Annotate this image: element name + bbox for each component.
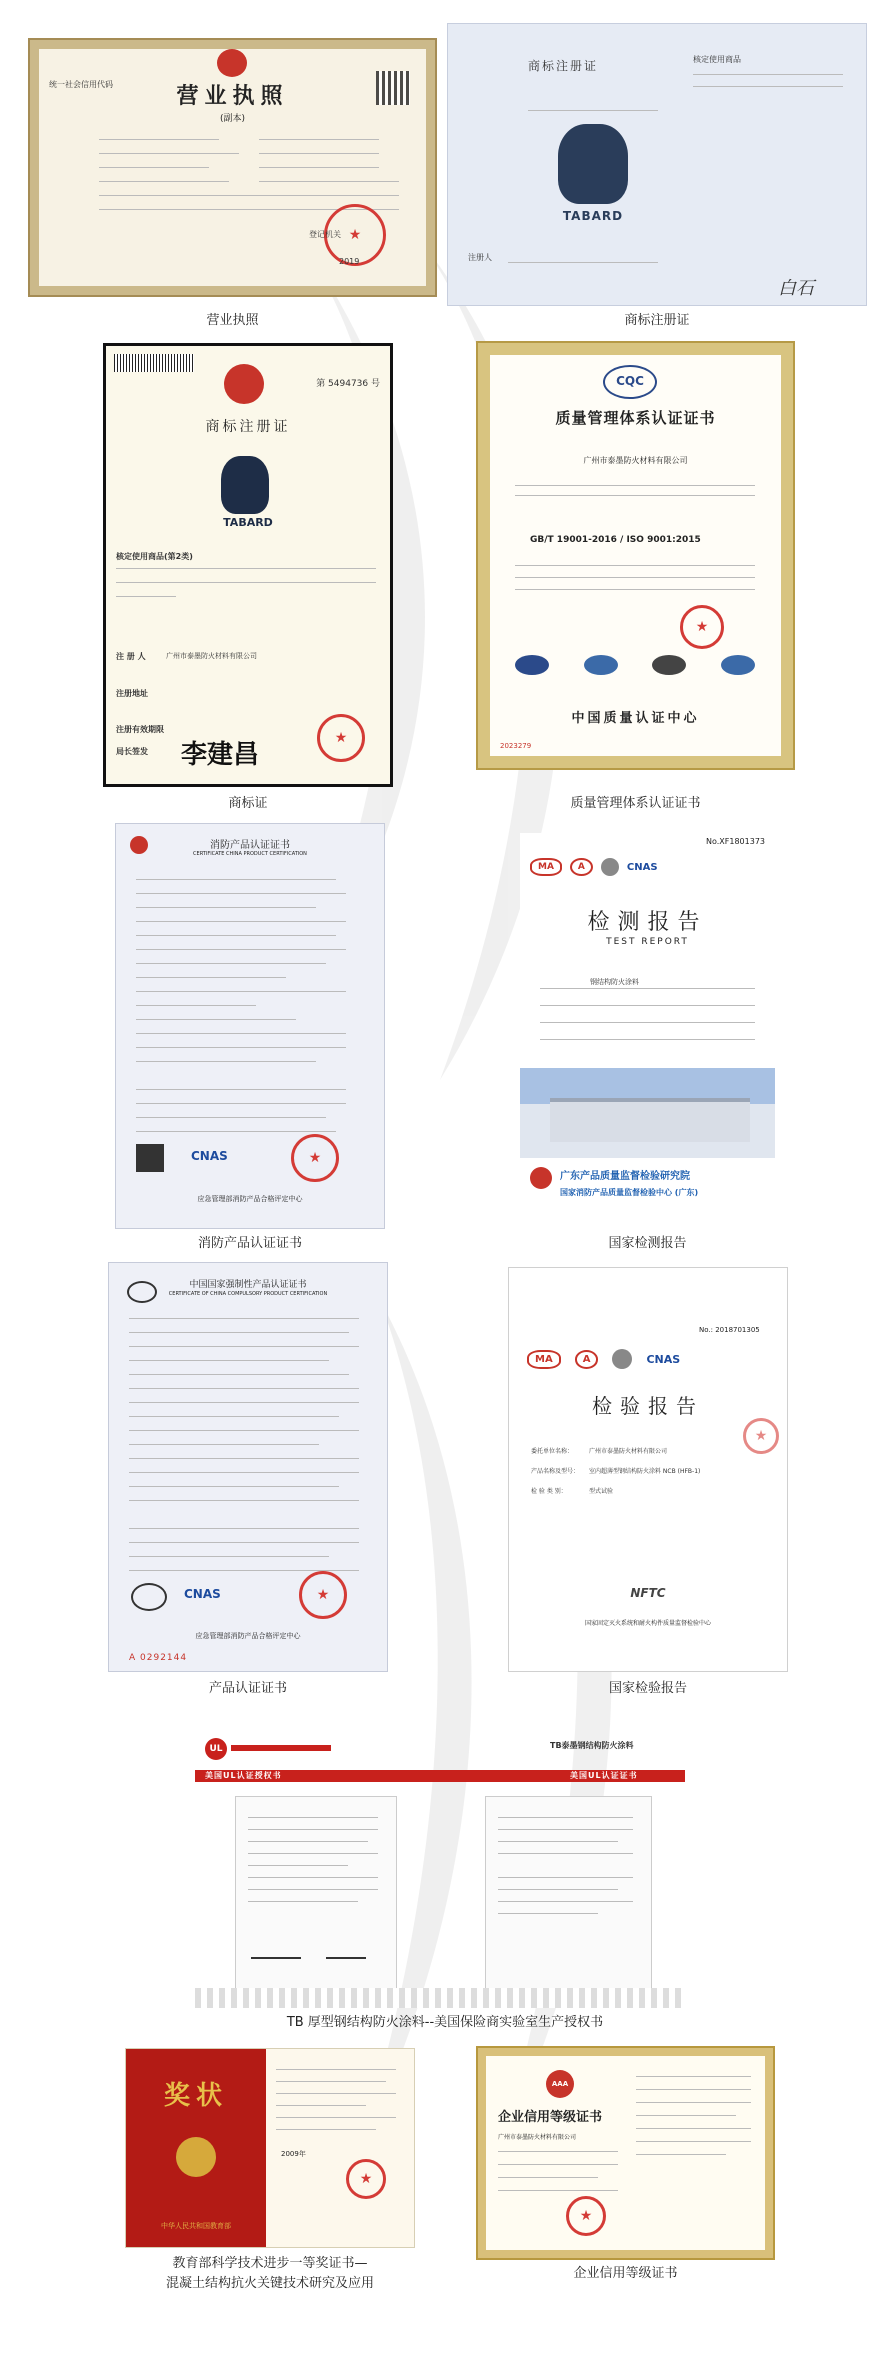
test-report-image[interactable] xyxy=(520,833,775,1228)
test-report-number: No.XF1801373 xyxy=(706,837,765,846)
award-cert-image[interactable] xyxy=(125,2048,415,2248)
type-label: 检 验 类 别： xyxy=(531,1488,567,1495)
inspection-report-seal xyxy=(743,1418,779,1454)
trademark-2-title: 商标注册证 xyxy=(205,419,291,435)
test-center-name: 国家消防产品质量监督检验中心 (广东) xyxy=(560,1188,699,1197)
trademark-cert-2-image[interactable] xyxy=(103,343,393,787)
award-footer: 中华人民共和国教育部 xyxy=(161,2222,231,2230)
award-emblem xyxy=(176,2137,216,2177)
trademark-cert-1-image[interactable] xyxy=(447,23,867,306)
credit-cert-title: 企业信用等级证书 xyxy=(498,2110,603,2125)
ul-left-title: 美国UL认证授权书 xyxy=(205,1771,282,1780)
cal-logo-2: A xyxy=(575,1350,599,1369)
trademark-2-period-label: 注册有效期限 xyxy=(116,725,164,734)
credit-code-label: 统一社会信用代码 xyxy=(49,80,113,89)
fire-cert-title: 消防产品认证证书 xyxy=(210,840,290,851)
product-value: 室内超薄型钢结构防火涂料 NCB (HFB-1) xyxy=(589,1468,701,1475)
inspection-report-footer: 国家固定灭火系统和耐火构件质量监督检验中心 xyxy=(584,1620,711,1627)
tabard-logo-1 xyxy=(558,124,628,204)
cma-logo-2: MA xyxy=(527,1350,561,1369)
caption-award-line1: 教育部科学技术进步一等奖证书— xyxy=(172,2256,368,2271)
inspection-report-title: 检验报告 xyxy=(592,1394,704,1418)
trademark-2-goods-label: 核定使用商品(第2类) xyxy=(116,552,193,561)
type-value: 型式试验 xyxy=(589,1488,614,1495)
nftc-logo: NFTC xyxy=(630,1586,666,1600)
award-year: 2009年 xyxy=(281,2150,306,2158)
ul-doc-right xyxy=(485,1796,652,1998)
caption-test-report: 国家检测报告 xyxy=(608,1236,687,1251)
cqc-logo: CQC xyxy=(603,365,657,399)
ul-auth-image[interactable] xyxy=(195,1712,695,2012)
award-cover xyxy=(126,2049,266,2248)
caption-fire-cert: 消防产品认证证书 xyxy=(197,1236,302,1251)
barcode xyxy=(114,354,194,372)
product-label: 产品名称及型号： xyxy=(531,1468,580,1475)
trademark-2-registrant-label: 注 册 人 xyxy=(116,652,146,661)
trademark-2-brand: TABARD xyxy=(223,516,273,529)
trademark-2-registrant: 广州市泰墨防火材料有限公司 xyxy=(166,652,257,660)
trademark-1-title: 商标注册证 xyxy=(528,59,599,73)
trademark-2-seal xyxy=(317,714,365,762)
fire-cert-footer: 应急管理部消防产品合格评定中心 xyxy=(197,1195,303,1203)
credit-cert-badge: AAA xyxy=(546,2070,574,2098)
caption-quality-cert: 质量管理体系认证证书 xyxy=(570,796,701,811)
trademark-2-address-label: 注册地址 xyxy=(116,689,148,698)
fire-cert-qr xyxy=(136,1144,164,1172)
caption-credit-cert: 企业信用等级证书 xyxy=(573,2266,678,2281)
quality-cert-image[interactable] xyxy=(478,343,793,768)
product-cert-subtitle: CERTIFICATE OF CHINA COMPULSORY PRODUCT CERTIFICATION xyxy=(168,1291,328,1297)
credit-cert-seal xyxy=(566,2196,606,2236)
license-title: 营业执照 xyxy=(176,83,289,109)
institute-name: 广东产品质量监督检验研究院 xyxy=(560,1171,690,1182)
product-cert-seal xyxy=(299,1571,347,1619)
certification-logos xyxy=(515,655,755,677)
institute-building-photo xyxy=(520,1068,775,1158)
caption-trademark-2: 商标证 xyxy=(228,796,268,811)
inspection-report-logos xyxy=(527,1346,777,1372)
cnas-logo-2: CNAS xyxy=(646,1352,681,1366)
caption-ul-auth: TB 厚型钢结构防火涂料--美国保险商实验室生产授权书 xyxy=(286,2015,604,2030)
fire-cert-cnas: CNAS xyxy=(191,1149,228,1163)
trademark-1-registrant-label: 注册人 xyxy=(468,253,492,262)
product-cert-footer: 应急管理部消防产品合格评定中心 xyxy=(195,1632,301,1640)
product-cert-cnas: CNAS xyxy=(184,1587,221,1601)
client-label: 委托单位名称： xyxy=(531,1448,574,1455)
institute-logo xyxy=(530,1167,552,1189)
cal-logo: A xyxy=(570,858,593,876)
fire-cert-seal xyxy=(291,1134,339,1182)
license-subtitle: (副本) xyxy=(219,114,246,124)
tb-logo: TB泰墨钢结构防火涂料 xyxy=(550,1741,634,1750)
trademark-2-number: 第 5494736 号 xyxy=(316,379,380,389)
test-report-title: 检测报告 xyxy=(587,910,708,935)
license-year: 2019 xyxy=(339,257,360,266)
ilac-logo-2 xyxy=(612,1349,632,1369)
ilac-logo xyxy=(601,858,619,876)
client-value: 广州市泰墨防火材料有限公司 xyxy=(589,1448,668,1455)
cma-logo: MA xyxy=(530,858,562,876)
trademark-1-brand: TABARD xyxy=(562,209,624,223)
ul-right-title: 美国UL认证证书 xyxy=(570,1771,638,1780)
national-emblem-2 xyxy=(224,364,264,404)
fire-cert-subtitle: CERTIFICATE CHINA PRODUCT CERTIFICATION xyxy=(193,851,307,857)
ul-underwriters-text xyxy=(231,1745,331,1751)
caption-product-cert: 产品认证证书 xyxy=(208,1681,287,1696)
qr-code xyxy=(376,71,410,105)
caption-trademark-1: 商标注册证 xyxy=(624,313,690,328)
ul-doc-left xyxy=(235,1796,397,1998)
credit-cert-image[interactable] xyxy=(478,2048,773,2258)
product-cert-ccc-mark xyxy=(131,1583,167,1611)
quality-cert-seal xyxy=(680,605,724,649)
quality-cert-serial: 2023279 xyxy=(500,742,532,750)
quality-cert-title: 质量管理体系认证证书 xyxy=(555,409,716,427)
test-report-field-1: 钢结构防火涂料 xyxy=(590,978,639,986)
ul-base-stripes xyxy=(195,1988,685,2008)
product-cert-image[interactable] xyxy=(108,1262,388,1672)
product-cert-serial: A 0292144 xyxy=(129,1653,188,1663)
product-cert-title: 中国国家强制性产品认证证书 xyxy=(189,1280,307,1290)
cnas-logo: CNAS xyxy=(626,861,658,873)
trademark-1-signature: 白石 xyxy=(778,278,814,299)
quality-cert-standard: GB/T 19001-2016 / ISO 9001:2015 xyxy=(530,535,701,545)
trademark-1-goods-label: 核定使用商品 xyxy=(693,55,741,64)
business-license-image[interactable] xyxy=(30,40,435,295)
caption-business-license: 营业执照 xyxy=(206,313,259,328)
license-issuer-label: 登记机关 xyxy=(309,230,341,239)
quality-cert-company: 广州市泰墨防火材料有限公司 xyxy=(583,456,688,465)
credit-cert-company: 广州市泰墨防火材料有限公司 xyxy=(498,2134,577,2141)
quality-cert-footer: 中国质量认证中心 xyxy=(571,711,700,726)
inspection-report-number: No.: 2018701305 xyxy=(699,1326,760,1334)
trademark-2-signature: 李建昌 xyxy=(181,740,260,770)
tabard-logo-2 xyxy=(221,456,269,514)
fire-product-cert-image[interactable] xyxy=(115,823,385,1229)
award-title: 奖状 xyxy=(163,2081,228,2111)
award-seal xyxy=(346,2159,386,2199)
caption-inspection-report: 国家检验报告 xyxy=(608,1681,687,1696)
test-report-subtitle: TEST REPORT xyxy=(606,937,689,947)
trademark-2-director-label: 局长签发 xyxy=(116,747,148,756)
ul-logo: UL xyxy=(205,1738,227,1760)
caption-award-line2: 混凝土结构抗火关键技术研究及应用 xyxy=(165,2276,374,2291)
inspection-report-image[interactable] xyxy=(508,1267,788,1672)
national-emblem xyxy=(217,49,247,77)
test-report-logos xyxy=(530,855,770,879)
